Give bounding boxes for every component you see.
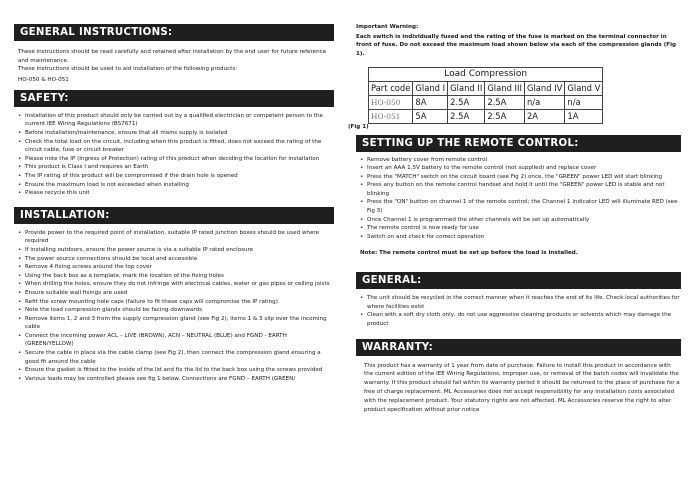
warning-title: Important Warning: — [356, 24, 419, 30]
list-item: • Remove 4 fixing screws around the top cover — [18, 263, 334, 272]
intro-paragraph-1: These instructions should be read carefully and retained after installation by the end user for future reference and maintenance. — [18, 49, 327, 64]
installation-list — [18, 229, 334, 384]
table-header-cell: Gland I — [413, 81, 448, 95]
list-item: • Please note the IP (Ingress of Protection) rating of this product when deciding the location for installation — [18, 155, 334, 164]
list-item: • This product is Class I and requires an Earth — [18, 163, 334, 172]
table-row — [369, 109, 603, 123]
general-heading: GENERAL: — [356, 272, 681, 289]
table-cell: n/a — [524, 95, 564, 109]
remote-heading: SETTING UP THE REMOTE CONTROL: — [356, 135, 681, 152]
list-item: • Provide power to the required point of installation, suitable IP rated junction boxes should be used where required — [18, 229, 334, 246]
list-item: • Refit the screw mounting hole caps (failure to fit these caps will compromise the IP rating) — [18, 298, 334, 307]
table-cell: 5A — [413, 109, 448, 123]
list-item: • If installing outdoors, ensure the power source is via a suitable IP rated enclosure — [18, 246, 334, 255]
table-cell: 2.5A — [448, 95, 485, 109]
warning-text: Each switch is individually fused and the rating of the fuse is marked on the terminal connector in front of fuse. Do not exceed the maximum load shown below via each of the compression glands (Fig 1). — [356, 33, 677, 58]
list-item: • Switch on and check for correct operation — [360, 233, 681, 242]
list-item: • Various loads may be controlled please see fig 1 below. Connections are FGND – EARTH (GREEN/ — [18, 375, 334, 384]
list-item: • Please recycle this unit — [18, 189, 334, 198]
list-item: • Once Channel 1 is programmed the other channels will be set up automatically — [360, 216, 681, 225]
list-item: • Using the back box as a template, mark the location of the fixing holes — [18, 272, 334, 281]
left-column — [14, 0, 334, 383]
list-item: • Remove items 1, 2 and 3 from the supply compression gland (see Fig 2), items 1 & 3 slip over the incoming cable — [18, 315, 334, 332]
list-item: • Ensure suitable wall fixings are used — [18, 289, 334, 298]
general-instructions-body — [18, 48, 334, 85]
warranty-text: This product has a warranty of 1 year from date of purchase. Failure to install this product in accordance with the current edition of the IEE Wiring Regulations, improper use, or removal of the batch codes will invalidate the warranty. If this product should fail within its warranty period it should be returned to the place of purchase for a free of charge replacement. ML Accessories does not accept responsibility for any installation costs associated with the replacement product. Your statutory rights are not affected. ML Accessories reserve the right to alter product specification without prior notice — [364, 362, 680, 414]
product-codes: HO-050 & HO-051 — [18, 77, 69, 84]
list-item: • Ensure the gasket is fitted to the inside of the lid and fix the lid to the back box using the screws provided — [18, 366, 334, 375]
right-column — [348, 0, 681, 415]
installation-heading: INSTALLATION: — [14, 207, 334, 224]
table-cell: 1A — [565, 109, 603, 123]
list-item: • Note the load compression glands should be facing downwards — [18, 306, 334, 315]
table-row — [369, 95, 603, 109]
table-title: Load Compression — [369, 67, 603, 81]
intro-paragraph-2: These instructions should be used to aid installation of the following products: — [18, 66, 238, 73]
list-item: • The unit should be recycled in the correct manner when it reaches the end of its life. Check local authorities for where facilities exist — [360, 294, 681, 311]
load-compression-table — [368, 67, 603, 124]
table-cell: 8A — [413, 95, 448, 109]
table-cell: 2.5A — [485, 109, 525, 123]
list-item: • Check the total load on the circuit, including when this product is fitted, does not exceed the rating of the circuit cable, fuse or circuit breaker — [18, 138, 334, 155]
list-item: • The IP rating of this product will be compromised if the drain hole is opened — [18, 172, 334, 181]
general-instructions-heading: GENERAL INSTRUCTIONS: — [14, 24, 334, 41]
list-item: • Press the "MATCH" switch on the circuit board (see Fig 2) once, the "GREEN" power LED will start blinking — [360, 173, 681, 182]
safety-heading: SAFETY: — [14, 90, 334, 107]
part-code-cell: HO-051 — [369, 109, 413, 123]
list-item: • Before installation/maintenance, ensure that all mains supply is isolated — [18, 129, 334, 138]
list-item: • Installation of this product should only be carried out by a qualified electrician or competent person to the current IEE Wiring Regulations (BS7671) — [18, 112, 334, 129]
list-item: • Clean with a soft dry cloth only, do not use aggressive cleaning products or solvents which may damage the product — [360, 311, 681, 328]
table-header-cell: Gland III — [485, 81, 525, 95]
remote-note: Note: The remote control must be set up before the load is installed. — [360, 250, 578, 257]
table-cell: 2.5A — [485, 95, 525, 109]
table-cell: 2A — [524, 109, 564, 123]
list-item: • Connect the incoming power ACL – LIVE (BROWN), ACN – NEUTRAL (BLUE) and FGND - EARTH (GREEN/YELLOW) — [18, 332, 334, 349]
list-item: • The power source connections should be local and accessible — [18, 255, 334, 264]
table-header-cell: Gland II — [448, 81, 485, 95]
safety-list — [18, 112, 334, 198]
list-item: • When drilling the holes, ensure they do not infringe with electrical cables, water or gas pipes or ceiling joists — [18, 280, 334, 289]
general-list — [360, 294, 681, 328]
list-item: • Ensure the maximum load is not exceeded when installing — [18, 181, 334, 190]
table-header-cell: Gland IV — [524, 81, 564, 95]
warranty-heading: WARRANTY: — [356, 339, 681, 356]
table-header-row — [369, 81, 603, 95]
list-item: • Press the "ON" button on channel 1 of the remote control; the Channel 1 indicator LED will illuminate RED (see Fig 3) — [360, 198, 681, 215]
list-item: • Press any button on the remote control handset and hold it until the "GREEN" power LED is stable and not blinking — [360, 181, 681, 198]
table-caption: (Fig 1) — [348, 123, 369, 130]
table-header-cell: Gland V — [565, 81, 603, 95]
table-cell: 2.5A — [448, 109, 485, 123]
list-item: • Secure the cable in place via the cable clamp (see Fig 2), then connect the compression gland ensuring a good fit around the cable — [18, 349, 334, 366]
list-item: • Remove battery cover from remote control — [360, 156, 681, 165]
table-header-cell: Part code — [369, 81, 413, 95]
table-cell: n/a — [565, 95, 603, 109]
list-item: • Insert an AAA 1.5V battery to the remote control (not supplied) and replace cover — [360, 164, 681, 173]
list-item: • The remote control is now ready for use — [360, 224, 681, 233]
part-code-cell: HO-050 — [369, 95, 413, 109]
remote-list — [360, 156, 681, 242]
